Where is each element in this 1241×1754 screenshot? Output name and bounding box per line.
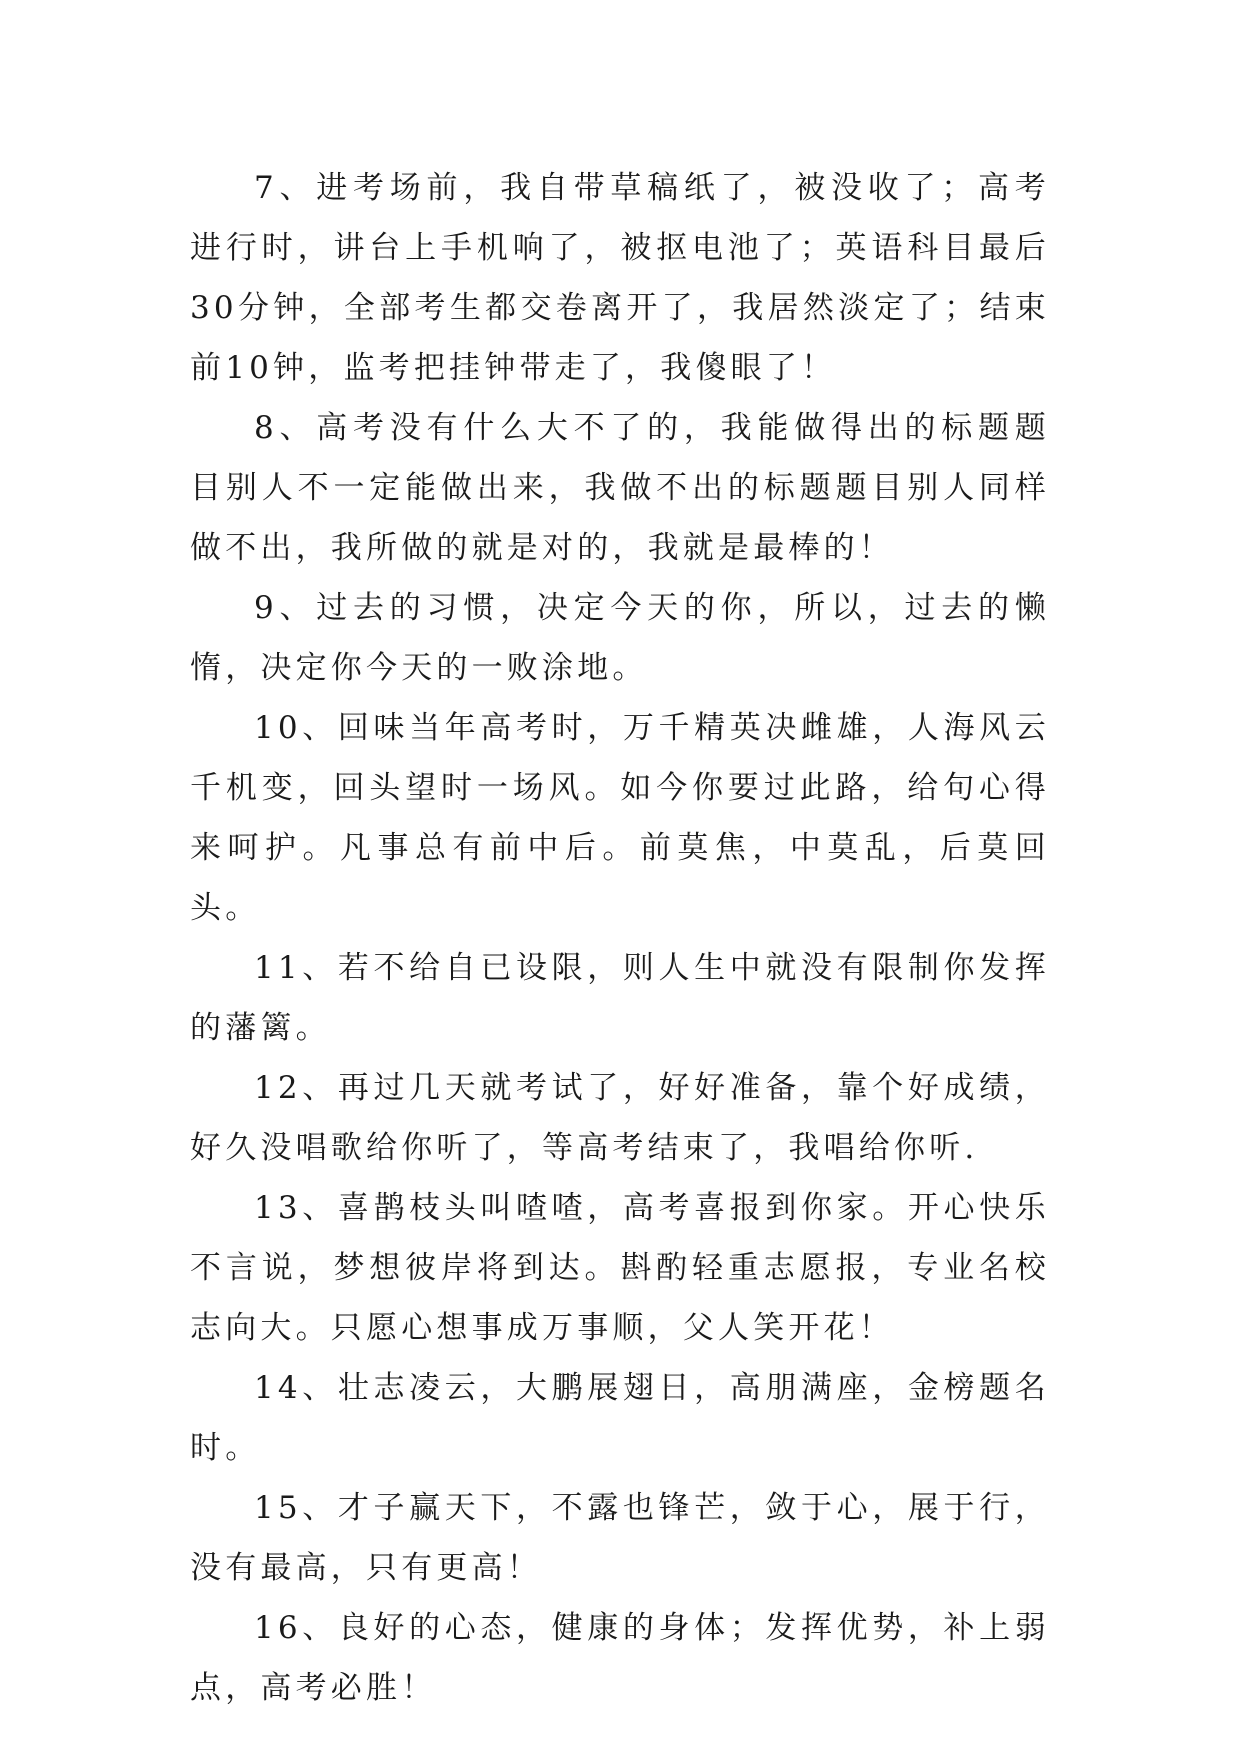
paragraph-13: 13、喜鹊枝头叫喳喳，高考喜报到你家。开心快乐不言说，梦想彼岸将到达。斟酌轻重志愿报，专业名校志向大。只愿心想事成万事顺，父人笑开花！ (190, 1190, 1050, 1346)
paragraph-7: 7、进考场前，我自带草稿纸了，被没收了；高考进行时，讲台上手机响了，被抠电池了；英语科目最后30分钟，全部考生都交卷离开了，我居然淡定了；结束前10钟，监考把挂钟带走了，我傻眼了！ (190, 170, 1050, 386)
paragraph-14: 14、壮志凌云，大鹏展翅日，高朋满座，金榜题名时。 (190, 1370, 1050, 1466)
paragraph-9: 9、过去的习惯，决定今天的你，所以，过去的懒惰，决定你今天的一败涂地。 (190, 590, 1050, 686)
paragraph-15: 15、才子赢天下，不露也锋芒，敛于心，展于行，没有最高，只有更高！ (190, 1490, 1050, 1586)
paragraph-8: 8、高考没有什么大不了的，我能做得出的标题题目别人不一定能做出来，我做不出的标题题目别人同样做不出，我所做的就是对的，我就是最棒的！ (190, 410, 1050, 566)
paragraph-11: 11、若不给自已设限，则人生中就没有限制你发挥的藩篱。 (190, 950, 1050, 1046)
paragraph-12: 12、再过几天就考试了，好好准备，靠个好成绩，好久没唱歌给你听了，等高考结束了，我唱给你听. (190, 1070, 1050, 1166)
paragraph-10: 10、回味当年高考时，万千精英决雌雄，人海风云千机变，回头望时一场风。如今你要过此路，给句心得来呵护。凡事总有前中后。前莫焦，中莫乱，后莫回头。 (190, 710, 1050, 926)
document-body (190, 158, 1050, 1718)
paragraph-16: 16、良好的心态，健康的身体；发挥优势，补上弱点，高考必胜！ (190, 1610, 1050, 1706)
